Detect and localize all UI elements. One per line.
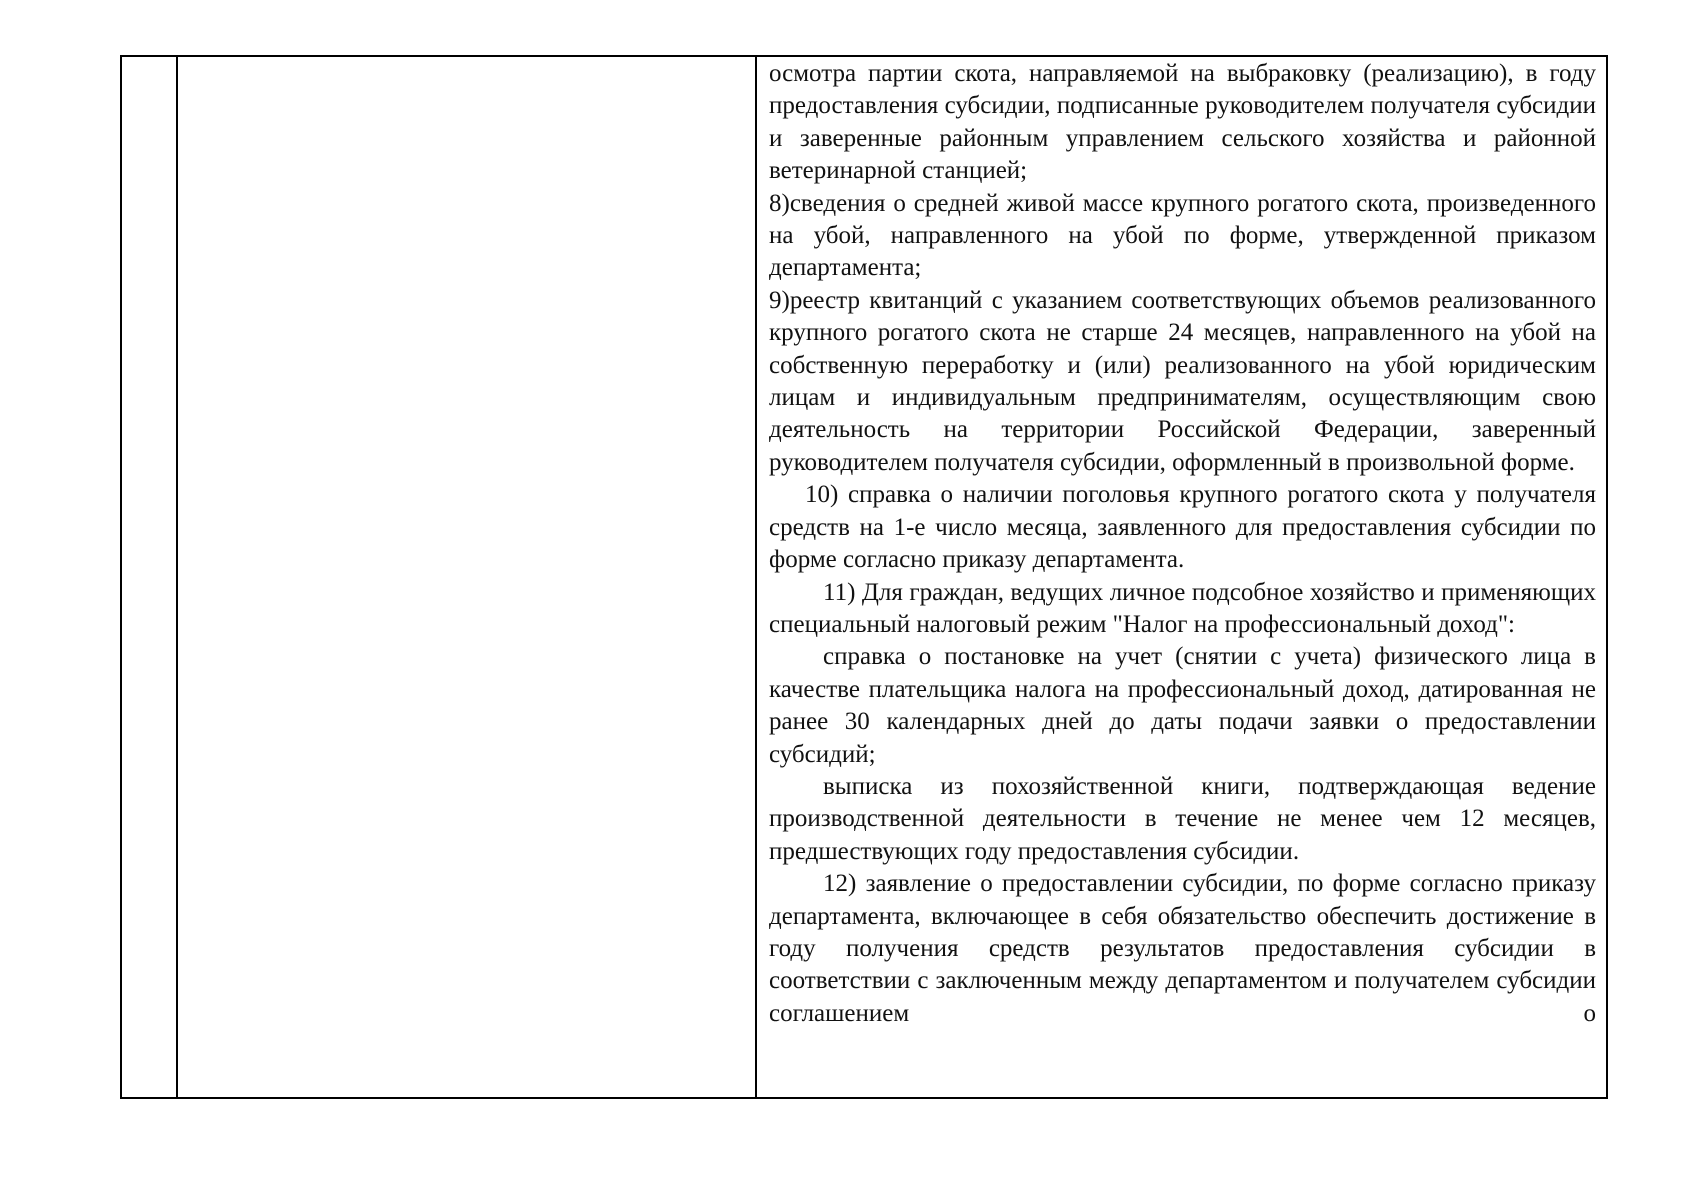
documents-column-cell [757,57,1606,1097]
paragraph-item-9: 9)реестр квитанций с указанием соответствующих объемов реализованного крупного рогатого скота не старше 24 месяцев, направленного на убой на собственную переработку и (или) реализованного на убой юридическим лицам и индивидуальным предпринимателям, осуществляющим свою деятельность на территории Российской Федерации, заверенный руководителем получателя субсидии, оформленный в произвольной форме. [769,286,1596,476]
paragraph-item-11-certificate: справка о постановке на учет (снятии с учета) физического лица в качестве плательщика налога на профессиональный доход, датированная не ранее 30 календарных дней до даты подачи заявки о предоставлении субсидий; [769,643,1596,768]
paragraph-item-11: 11) Для граждан, ведущих личное подсобное хозяйство и применяющих специальный налоговый режим "Налог на профессиональный доход": [769,578,1596,638]
number-column-cell [122,57,178,1097]
paragraph-item-11-extract: выписка из похозяйственной книги, подтверждающая ведение производственной деятельности в течение не менее чем 12 месяцев, предшествующих году предоставления субсидии. [769,772,1596,865]
paragraph-inspection: осмотра партии скота, направляемой на выбраковку (реализацию), в году предоставления субсидии, подписанные руководителем получателя субсидии и заверенные районным управлением сельского хозяйства и районной ветеринарной станцией; [769,60,1596,185]
paragraph-item-8: 8)сведения о средней живой массе крупного рогатого скота, произведенного на убой, направленного на убой по форме, утвержденной приказом департамента; [769,189,1596,282]
document-table [120,55,1608,1099]
name-column-cell [178,57,757,1097]
paragraph-item-12: 12) заявление о предоставлении субсидии, по форме согласно приказу департамента, включающее в себя обязательство обеспечить достижение в году получения средств результатов предоставления субсидии в соответствии с заключенным между департаментом и получателем субсидии соглашением о [769,870,1596,1027]
paragraph-item-10: 10) справка о наличии поголовья крупного рогатого скота у получателя средств на 1-е число месяца, заявленного для предоставления субсидии по форме согласно приказу департамента. [769,481,1596,574]
